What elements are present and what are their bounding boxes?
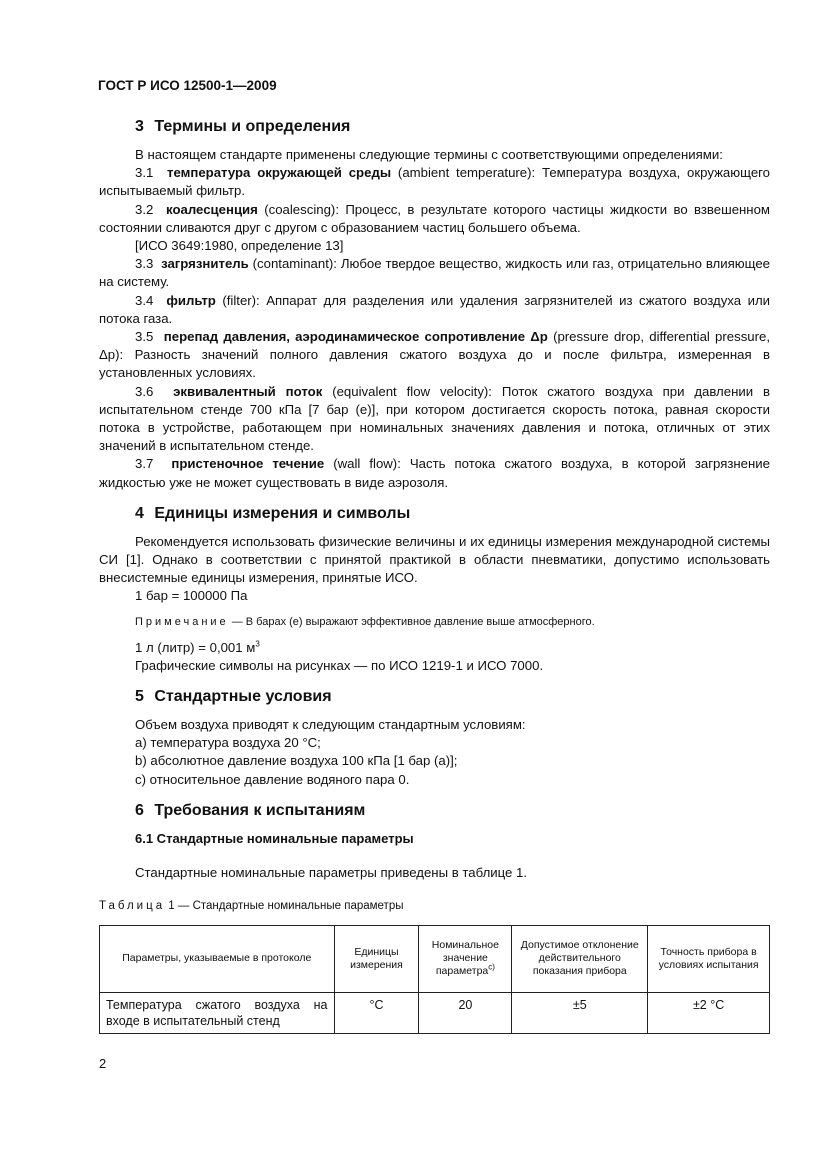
section-title: Единицы измерения и символы [154, 504, 411, 522]
section-number: 4 [135, 504, 144, 522]
section-6-paragraph: Стандартные номинальные параметры приведены в таблице 1. [135, 865, 528, 881]
note [99, 614, 770, 630]
table-cell: °С [334, 992, 419, 1033]
table-header-row [100, 925, 770, 992]
table-cell: ±5 [512, 992, 648, 1033]
term-3-1: 3.1 температура окружающей среды (ambient temperature): Температура воздуха, окружающего испытываемый фильтр. [99, 165, 771, 199]
term-3-5: 3.5 перепад давления, аэродинамическое сопротивление Δp (pressure drop, differential pressure, Δp): Разность значений полного давления сжатого воздуха до и после фильтра, измеренная в установленных условиях. [99, 329, 771, 381]
table-cell: ±2 °С [648, 992, 770, 1033]
graphic-symbols-reference: Графические символы на рисунках — по ИСО 1219-1 и ИСО 7000. [135, 657, 544, 673]
parameters-table [99, 925, 770, 1034]
term-3-2: 3.2 коалесценция (coalescing): Процесс, в результате которого частицы жидкости во взвешенном состоянии сливаются друг с другом с образованием частиц большего объема. [99, 201, 770, 235]
term-3-6: 3.6 эквивалентный поток (equivalent flow velocity): Поток сжатого воздуха при давлении в испытательном стенде 700 кПа [7 бар (е)], при котором достигается скорость потока, равная скорости потока в устройстве, работающем при номинальных значениях давления и потока, отличных от этих значений в испытательном стенде. [99, 383, 770, 454]
section-number: 6 [135, 801, 144, 819]
table-header-cell: Номинальное значение параметра$^{c)}$ [419, 925, 512, 992]
section-title: Стандартные условия [154, 688, 332, 706]
table-label: Таблица [99, 900, 166, 913]
section-4-heading [135, 504, 770, 524]
condition-c: с) относительное давление водяного пара 0. [135, 771, 410, 787]
table-header-cell: Точность прибора в условиях испытания [648, 925, 770, 992]
condition-b: b) абсолютное давление воздуха 100 кПа [1 бар (а)]; [135, 753, 458, 769]
section-3-heading [135, 117, 770, 137]
page-content [99, 112, 770, 1034]
page-number: 2 [99, 1056, 107, 1071]
section-5-intro: Объем воздуха приводят к следующим стандартным условиям: [135, 717, 526, 733]
table-header-cell: Параметры, указываемые в протоколе [100, 925, 335, 992]
term-3-3: 3.3 загрязнитель (contaminant): Любое твердое вещество, жидкость или газ, отрицательно влияющее на систему. [99, 256, 770, 290]
section-title: Термины и определения [154, 118, 351, 135]
term-3-2-reference: [ИСО 3649:1980, определение 13] [135, 238, 344, 254]
section-title: Требования к испытаниям [154, 801, 366, 819]
table-header-cell: Единицы измерения [334, 925, 419, 992]
section-5-heading [135, 687, 770, 707]
table-row [100, 992, 770, 1033]
section-number: 5 [135, 688, 144, 706]
table-cell: Температура сжатого воздуха на входе в испытательный стенд [100, 992, 335, 1033]
term-3-7: 3.7 пристеночное течение (wall flow): Часть потока сжатого воздуха, в которой загрязнение жидкостью уже не может существовать в виде аэрозоля. [99, 456, 771, 490]
table-caption-text: 1 — Стандартные номинальные параметры [165, 900, 404, 913]
note-text: — В барах (е) выражают эффективное давление выше атмосферного. [228, 615, 595, 628]
term-3-4: 3.4 фильтр (filter): Аппарат для разделения или удаления загрязнителей из сжатого воздуха или потока газа. [99, 292, 771, 326]
section-number: 3 [135, 118, 144, 135]
table-cell: 20 [419, 992, 512, 1033]
note-label: Примечание [135, 615, 229, 628]
table-header-cell: Допустимое отклонение действительного показания прибора [512, 925, 648, 992]
table-caption [99, 897, 770, 915]
liter-definition: 1 л (литр) = 0,001 $м^3$ [135, 639, 260, 655]
bar-definition: 1 бар = 100000 Па [135, 588, 248, 604]
condition-a: a) температура воздуха 20 °С; [135, 735, 321, 751]
subsection-6-1-heading: 6.1 Стандартные номинальные параметры [135, 830, 414, 846]
document-header: ГОСТ Р ИСО 12500-1—2009 [98, 78, 277, 93]
section-6-heading [135, 801, 770, 821]
section-4-paragraph: Рекомендуется использовать физические величины и их единицы измерения международной системы СИ [1]. Однако в соответствии с принятой практикой в области пневматики, допустимо использовать внесистемные единицы измерения, принятые ИСО. [99, 533, 770, 586]
section-3-intro: В настоящем стандарте применены следующие термины с соответствующими определениями: [135, 147, 723, 162]
